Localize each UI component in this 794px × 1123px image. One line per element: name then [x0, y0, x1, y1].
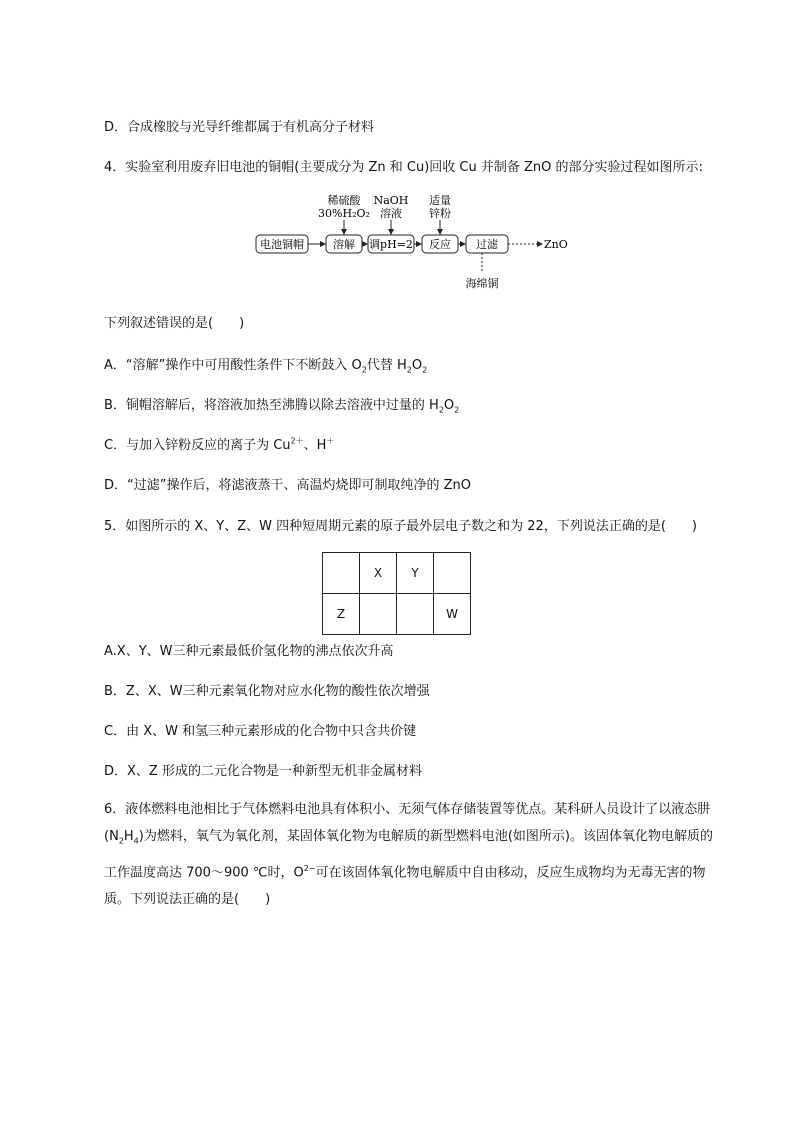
q5-option-a: A.X、Y、W三种元素最低价氢化物的沸点依次升高 [104, 644, 394, 659]
box-dissolve-label: 溶解 [333, 238, 355, 251]
table-cell [360, 594, 397, 635]
q5-stem: 5．如图所示的 X、Y、Z、W 四种短周期元素的原子最外层电子数之和为 22，下列说法正确的是( ) [104, 519, 697, 534]
reagent-2-line1: NaOH [373, 194, 409, 207]
table-row [323, 594, 471, 635]
q5-option-d: D．X、Z 形成的二元化合物是一种新型无机非金属材料 [104, 764, 422, 779]
q4-flow-diagram [250, 190, 590, 290]
table-cell-x: X [360, 553, 397, 594]
table-cell-w: W [434, 594, 471, 635]
q3-option-d: D．合成橡胶与光导纤维都属于有机高分子材料 [104, 120, 375, 135]
reagent-2-line2: 溶液 [380, 207, 402, 220]
q6-paragraph: 6．液体燃料电池相比于气体燃料电池具有体积小、无须气体存储装置等优点。某科研人员设计了以液态肼$(N_2H_4)$为燃料，氧气为氧化剂，某固体氧化物为电解质的新型燃料电池(如图所示)。该固体氧化物电解质的工作温度高达 700～900 ℃时，$O^{2-}$可在该固体氧化物电解质中自由移动，反应生成物均为无毒无害的物质。下列说法正确的是( ) [104, 802, 713, 907]
q5-option-c: C．由 X、W 和氢三种元素形成的化合物中只含共价键 [104, 724, 417, 739]
table-row [323, 553, 471, 594]
q4-option-c: C．与加入锌粉反应的离子为 $Cu^{2+}$、H＋ [104, 436, 335, 453]
byproduct-label: 海绵铜 [465, 277, 499, 290]
periodic-table-fragment [322, 552, 471, 635]
table-cell [323, 553, 360, 594]
q4-stem: 4．实验室利用废弃旧电池的铜帽(主要成分为 Zn 和 Cu)回收 Cu 并制备 ZnO 的部分实验过程如图所示: [104, 160, 703, 175]
table-cell-z: Z [323, 594, 360, 635]
box-react-label: 反应 [429, 238, 451, 251]
box-filter-label: 过滤 [476, 238, 498, 251]
q4-option-b: B．铜帽溶解后，将溶液加热至沸腾以除去溶液中过量的 $H_2O_2$ [104, 398, 460, 415]
q5-option-b: B．Z、X、W三种元素氧化物对应水化物的酸性依次增强 [104, 684, 430, 699]
q4-question: 下列叙述错误的是( ) [104, 316, 245, 331]
reagent-1-line1: 稀硫酸 [327, 194, 361, 207]
reagent-3-line2: 锌粉 [429, 207, 451, 220]
q4-option-d: D．“过滤”操作后，将滤液蒸干、高温灼烧即可制取纯净的 ZnO [104, 478, 471, 493]
product-label: ZnO [544, 238, 568, 251]
box-battery-cap-label: 电池铜帽 [260, 238, 304, 251]
table-cell [397, 594, 434, 635]
table-cell-y: Y [397, 553, 434, 594]
box-adjust-ph-label: 调pH=2 [369, 238, 413, 251]
q4-option-a: A．“溶解”操作中可用酸性条件下不断鼓入 $O_2$代替 $H_2O_2$ [104, 358, 428, 375]
reagent-3-line1: 适量 [429, 194, 451, 207]
table-cell [434, 553, 471, 594]
reagent-1-line2: 30%H₂O₂ [318, 207, 370, 220]
